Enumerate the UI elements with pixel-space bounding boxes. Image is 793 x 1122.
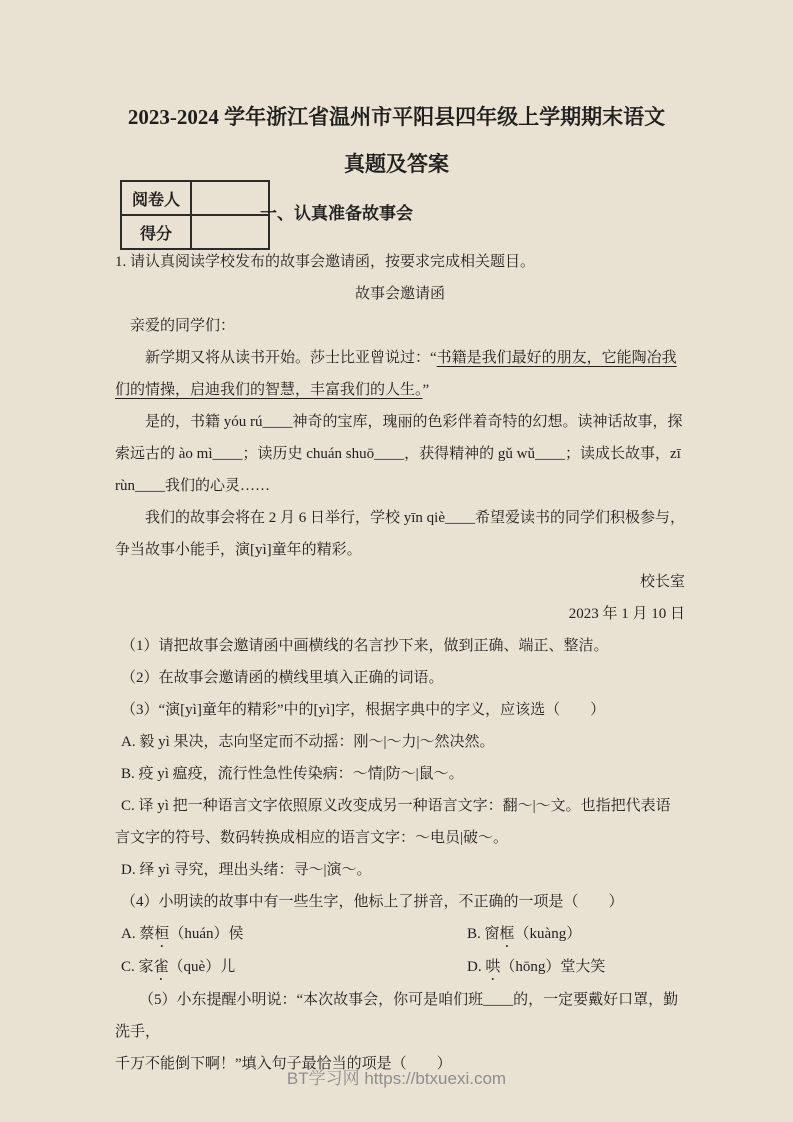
option-a-pre: A. 蔡 (121, 926, 155, 942)
subquestion-3-option-a: A. 毅 yì 果决，志向坚定而不动摇：刚～|～力|～然决然。 (121, 734, 495, 750)
subquestion-5-line-1: （5）小东提醒小明说：“本次故事会，你可是咱们班____的，一定要戴好口罩，勤洗手， (115, 992, 679, 1040)
grader-table (120, 180, 270, 250)
score-cell (191, 215, 269, 249)
subquestion-4-options-row-1 (115, 918, 685, 951)
option-a-post: （huán）侯 (169, 926, 244, 942)
subquestion-3-option-c: C. 译 yì 把一种语言文字依照原义改变成另一种语言文字：翻～|～文。也指把代表语言文字的符号、数码转换成相应的语言文字：～电员|破～。 (115, 798, 671, 846)
subquestion-4-options-row-2 (115, 951, 685, 984)
option-d-emphasized-char: 哄 (485, 959, 501, 975)
grader-table-row-score (121, 215, 269, 249)
subquestion-3-stem: （3）“演[yì]童年的精彩”中的[yì]字，根据字典中的字义，应该选（ ） (121, 702, 606, 718)
option-d-pre: D. (467, 959, 486, 975)
question-1-stem: 1. 请认真阅读学校发布的故事会邀请函，按要求完成相关题目。 (115, 254, 536, 270)
score-label: 得分 (121, 215, 191, 249)
option-a-emphasized-char: 桓 (154, 926, 170, 942)
footer-watermark: BT学习网 https://btxuexi.com (286, 1069, 507, 1088)
subquestion-1: （1）请把故事会邀请函中画横线的名言抄下来，做到正确、端正、整洁。 (121, 638, 609, 654)
subquestion-2: （2）在故事会邀请函的横线里填入正确的词语。 (121, 670, 444, 686)
subquestion-3-option-b: B. 疫 yì 瘟疫，流行性急性传染病：～情|防～|鼠～。 (121, 766, 464, 782)
underlined-quote: 书籍是我们最好的朋友，它能陶冶我们的情操，启迪我们的智慧，丰富我们的人生。 (115, 350, 677, 398)
subquestion-4-option-c (115, 951, 467, 984)
option-c-pre: C. 家 (121, 959, 154, 975)
subquestion-4-stem: （4）小明读的故事中有一些生字，他标上了拼音，不正确的一项是（ ） (121, 894, 624, 910)
invitation-paragraph-1 (115, 342, 685, 406)
reviewer-cell (191, 181, 269, 215)
option-b-post: （kuàng） (514, 926, 582, 942)
subquestion-4-option-d (467, 959, 605, 975)
exam-title-line1: 2023-2024 学年浙江省温州市平阳县四年级上学期期末语文 (127, 105, 666, 129)
exam-title-line2: 真题及答案 (344, 152, 449, 176)
option-b-emphasized-char: 框 (499, 926, 515, 942)
subquestion-3-option-d: D. 绎 yì 寻究，理出头绪：寻～|演～。 (121, 862, 372, 878)
option-d-post: （hōng）堂大笑 (500, 959, 606, 975)
grader-table-row-reviewer (121, 181, 269, 215)
exam-title (0, 94, 793, 188)
invitation-date: 2023 年 1 月 10 日 (568, 606, 685, 622)
option-c-emphasized-char: 雀 (153, 959, 169, 975)
invitation-salutation: 亲爱的同学们： (130, 318, 236, 334)
subquestion-5-line-2: 千万不能倒下啊！”填入句子最恰当的项是（ ） (115, 1056, 452, 1072)
option-c-post: （què）儿 (168, 959, 236, 975)
invitation-signature: 校长室 (639, 574, 685, 590)
reviewer-label: 阅卷人 (121, 181, 191, 215)
subquestion-4-option-b (467, 926, 581, 942)
section-1-heading: 一、认真准备故事会 (260, 204, 413, 223)
invitation-paragraph-1-post: ” (422, 382, 430, 398)
invitation-paragraph-3: 我们的故事会将在 2 月 6 日举行，学校 yīn qiè____希望爱读书的同学们积极参与，争当故事小能手，演[yì]童年的精彩。 (115, 510, 685, 558)
subquestion-4-option-a (115, 918, 467, 951)
option-b-pre: B. 窗 (467, 926, 500, 942)
invitation-title: 故事会邀请函 (354, 286, 445, 302)
document-body (115, 246, 685, 1080)
invitation-paragraph-2: 是的，书籍 yóu rú____神奇的宝库，瑰丽的色彩伴着奇特的幻想。读神话故事，探索远古的 ào mì____；读历史 chuán shuō____，获得精神的 gǔ wǔ____；读成长故事，zī rùn____我们的心灵…… (115, 414, 683, 494)
invitation-paragraph-1-pre: 新学期又将从读书开始。莎士比亚曾说过：“ (145, 350, 437, 366)
